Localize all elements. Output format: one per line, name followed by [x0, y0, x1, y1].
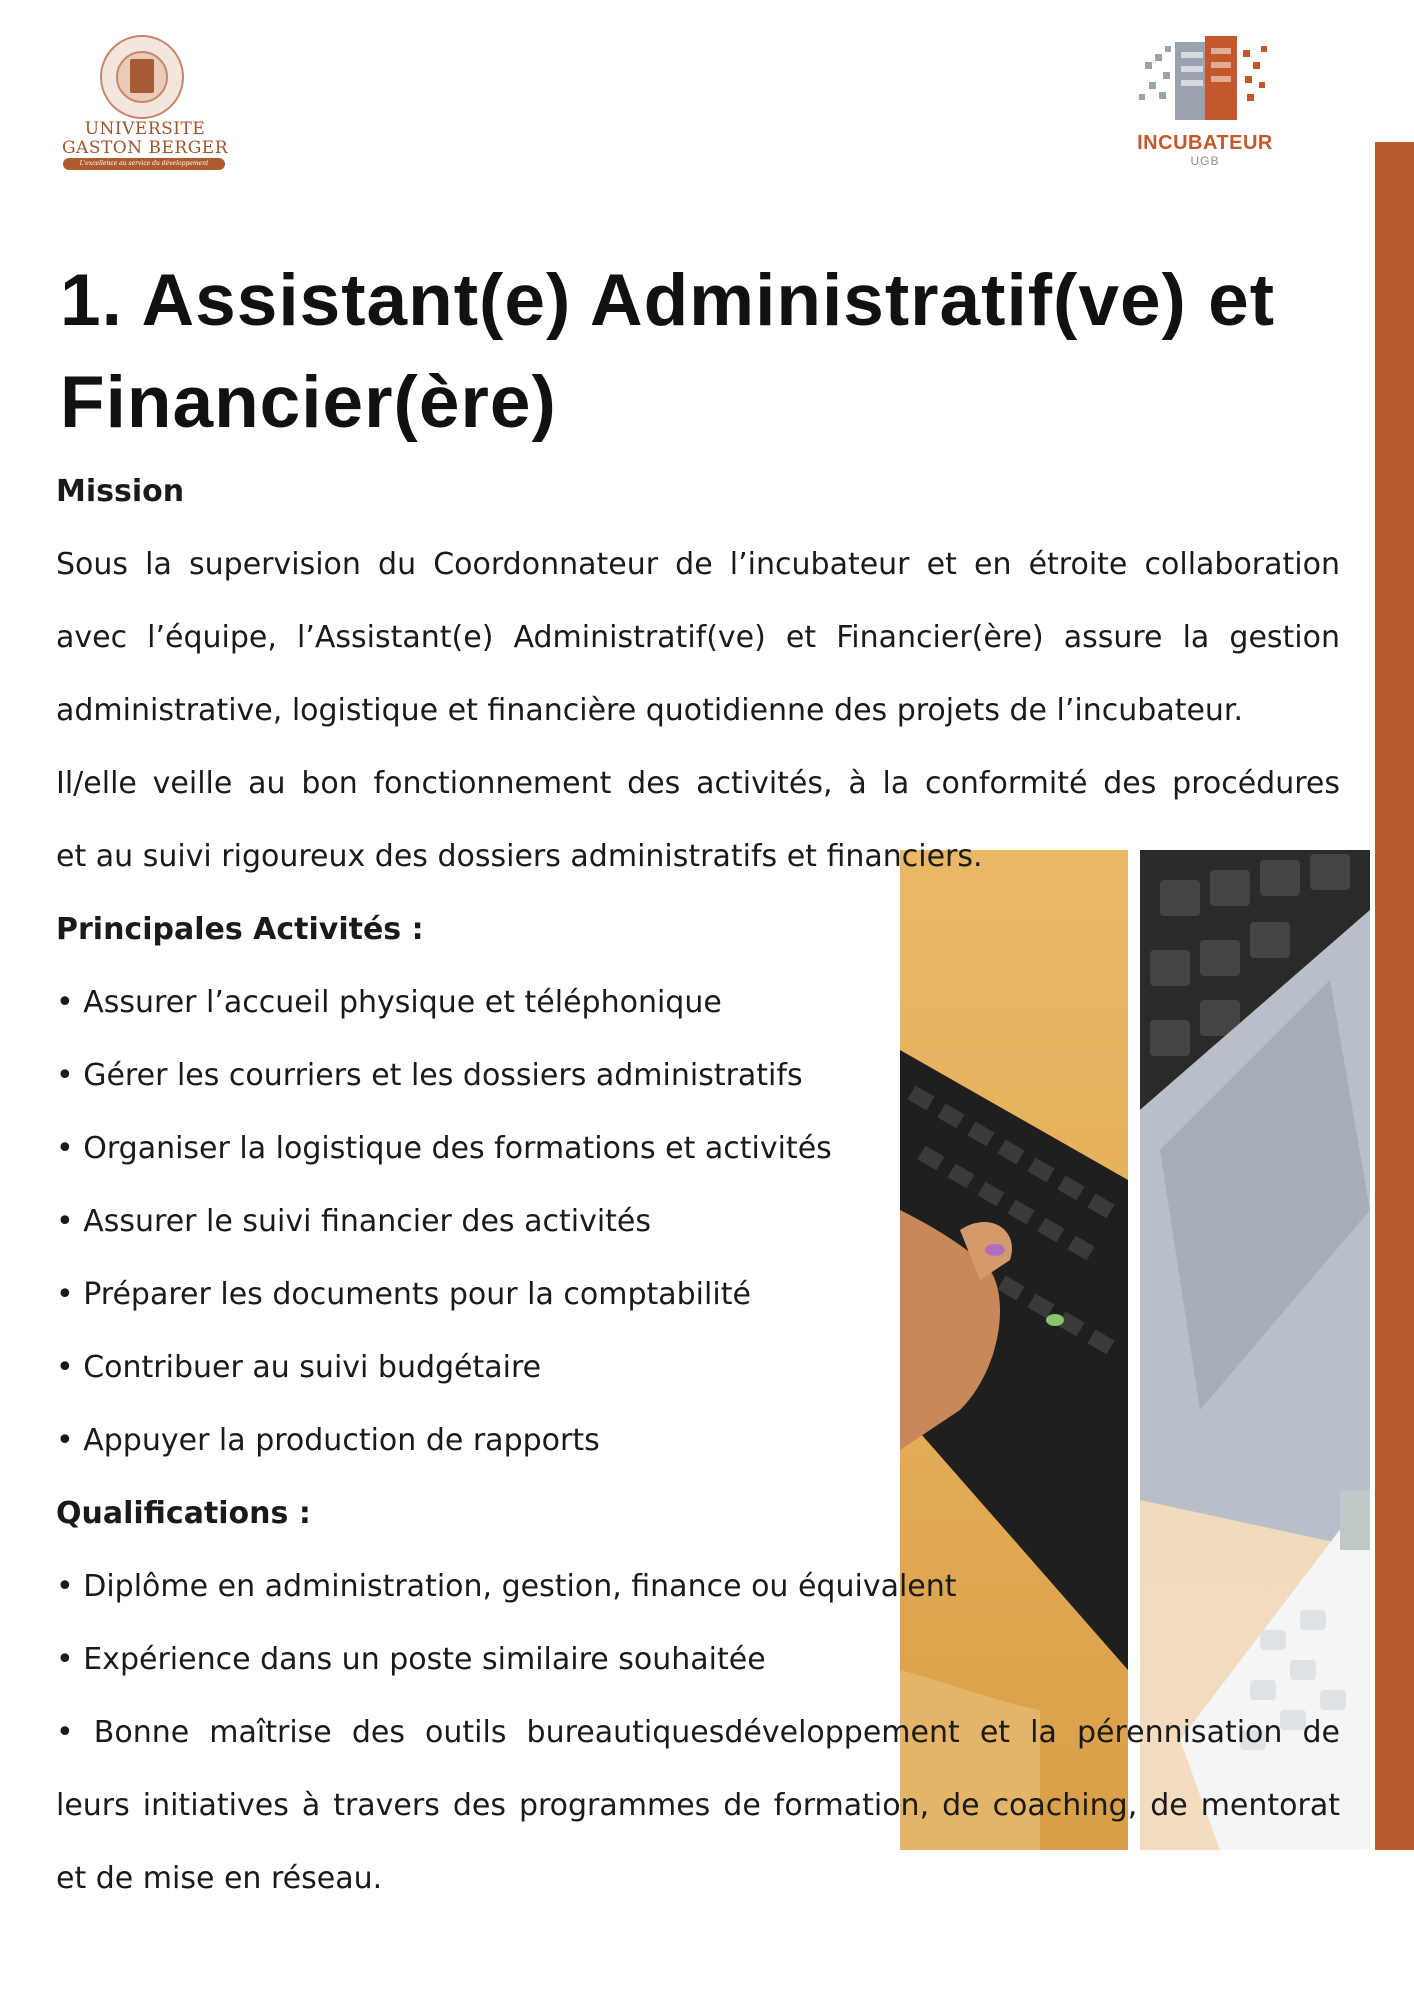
incubator-sub: UGB	[1190, 154, 1220, 168]
mission-line: et au suivi rigoureux des dossiers administratifs et financiers.	[56, 839, 983, 874]
job-description	[56, 455, 1340, 1915]
mission-line: avec l’équipe, l’Assistant(e) Administratif(ve) et Financier(ère) assure la gestion	[56, 620, 1340, 655]
title-line-1: 1. Assistant(e) Administratif(ve) et	[60, 260, 1276, 341]
mission-line: Sous la supervision du Coordonnateur de l’incubateur et en étroite collaboration	[56, 547, 1340, 582]
university-seal-icon	[100, 35, 184, 119]
qualifications-heading: Qualifications :	[56, 1496, 311, 1531]
activity-item: • Contribuer au suivi budgétaire	[56, 1350, 542, 1385]
qualification-item: • Diplôme en administration, gestion, finance ou équivalent	[56, 1569, 957, 1604]
page-title	[60, 250, 1350, 454]
incubator-name: INCUBATEUR	[1137, 132, 1273, 154]
activity-item: • Assurer le suivi financier des activités	[56, 1204, 652, 1239]
activities-heading: Principales Activités :	[56, 912, 424, 947]
qualification-item: et de mise en réseau.	[56, 1861, 383, 1896]
qualification-item: • Expérience dans un poste similaire souhaitée	[56, 1642, 766, 1677]
qualification-item: • Bonne maîtrise des outils bureautiquesdéveloppement et la pérennisation de	[56, 1715, 1340, 1750]
qualification-item: leurs initiatives à travers des programmes de formation, de coaching, de mentorat	[56, 1788, 1340, 1823]
activity-item: • Préparer les documents pour la comptabilité	[56, 1277, 751, 1312]
accent-side-bar	[1375, 142, 1414, 1850]
mission-line: administrative, logistique et financière quotidienne des projets de l’incubateur.	[56, 693, 1244, 728]
mission-heading: Mission	[56, 474, 185, 509]
activity-item: • Organiser la logistique des formations et activités	[56, 1131, 832, 1166]
activity-item: • Gérer les courriers et les dossiers administratifs	[56, 1058, 803, 1093]
mission-line: Il/elle veille au bon fonctionnement des activités, à la conformité des procédures	[56, 766, 1340, 801]
activity-item: • Assurer l’accueil physique et téléphonique	[56, 985, 722, 1020]
incubator-logo	[1130, 32, 1280, 172]
title-line-2: Financier(ère)	[60, 362, 557, 443]
university-name: UNIVERSITE GASTON BERGER	[61, 119, 229, 158]
activity-item: • Appuyer la production de rapports	[56, 1423, 600, 1458]
incubator-building-icon	[1135, 32, 1275, 132]
university-logo	[60, 35, 230, 175]
university-tagline: L'excellence au service du développement	[63, 158, 225, 170]
